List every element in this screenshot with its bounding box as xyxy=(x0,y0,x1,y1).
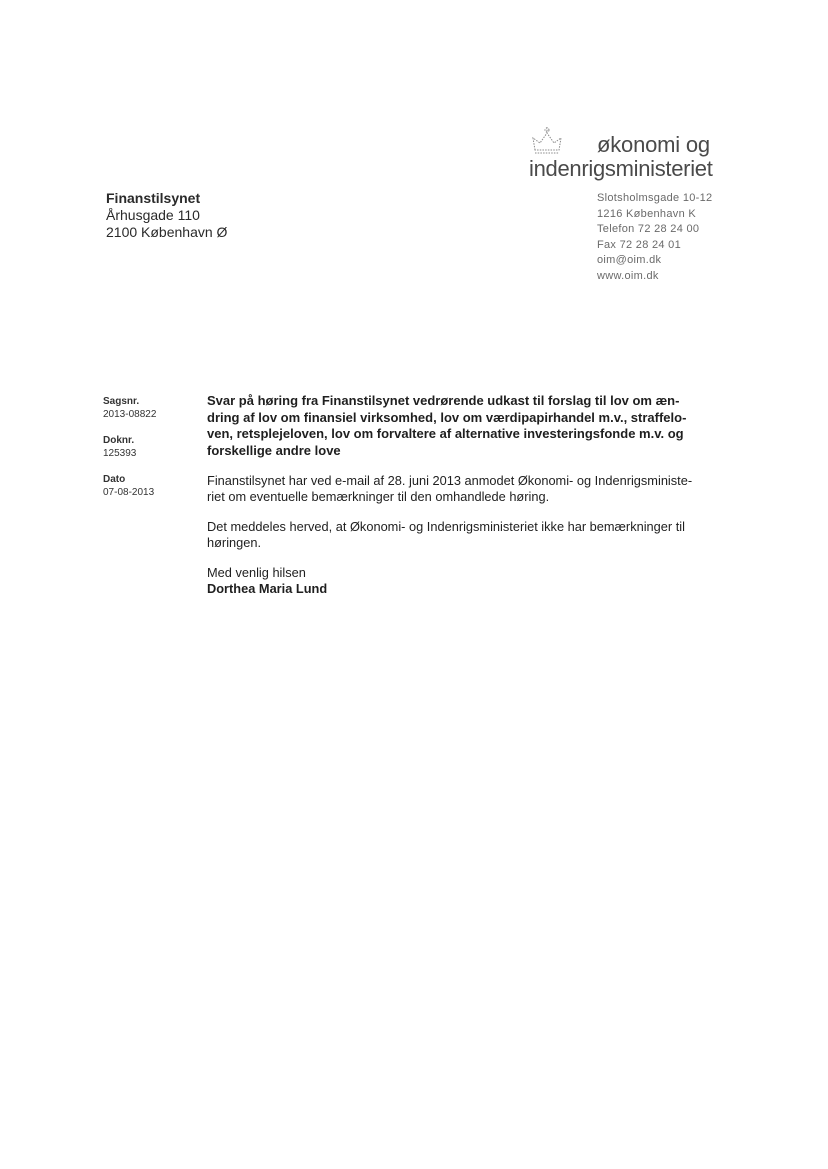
recipient-block xyxy=(106,190,227,241)
dato-label: Dato xyxy=(103,474,126,485)
paragraph-line: Det meddeles herved, at Økonomi- og Indenrigsministeriet ikke har bemærkninger til xyxy=(207,519,685,534)
paragraph-line: høringen. xyxy=(207,535,262,550)
sender-address-block xyxy=(597,191,712,284)
paragraph-1 xyxy=(207,473,717,505)
subject-line: ven, retsplejeloven, lov om forvaltere af alternative investeringsfonde m.v. og xyxy=(207,426,684,441)
dato-value: 07-08-2013 xyxy=(103,486,155,498)
doknr-label: Doknr. xyxy=(103,435,135,446)
paragraph-2 xyxy=(207,519,717,551)
sagsnr-label: Sagsnr. xyxy=(103,396,140,407)
paragraph-line: Finanstilsynet har ved e-mail af 28. juni 2013 anmodet Økonomi- og Indenrigsministe- xyxy=(207,473,693,488)
sender-web: www.oim.dk xyxy=(597,269,659,282)
case-meta xyxy=(103,396,156,513)
subject-line: forskellige andre love xyxy=(207,442,341,458)
subject-line: dring af lov om finansiel virksomhed, lov om værdipapirhandel m.v., straffelo- xyxy=(207,409,687,425)
sender-city: 1216 København K xyxy=(597,207,696,220)
closing-block xyxy=(207,565,717,597)
recipient-street: Århusgade 110 xyxy=(106,207,200,223)
closing-greeting: Med venlig hilsen xyxy=(207,565,306,580)
signature-name: Dorthea Maria Lund xyxy=(207,581,328,596)
sagsnr-value: 2013-08822 xyxy=(103,408,157,420)
logo-text-line1: økonomi og xyxy=(597,132,710,157)
doknr-value: 125393 xyxy=(103,447,137,459)
sender-fax: Fax 72 28 24 01 xyxy=(597,238,682,251)
crown-icon xyxy=(529,126,565,156)
recipient-city: 2100 København Ø xyxy=(106,224,228,240)
sender-email: oim@oim.dk xyxy=(597,254,662,266)
letter-body xyxy=(207,393,717,597)
paragraph-line: riet om eventuelle bemærkninger til den omhandlede høring. xyxy=(207,489,550,504)
logo-text-line2: indenrigsministeriet xyxy=(529,156,713,181)
sender-phone: Telefon 72 28 24 00 xyxy=(597,223,700,235)
letter-subject xyxy=(207,393,717,459)
recipient-name: Finanstilsynet xyxy=(106,190,201,206)
sender-street: Slotsholmsgade 10-12 xyxy=(597,192,713,204)
subject-line: Svar på høring fra Finanstilsynet vedrørende udkast til forslag til lov om æn- xyxy=(207,393,680,408)
